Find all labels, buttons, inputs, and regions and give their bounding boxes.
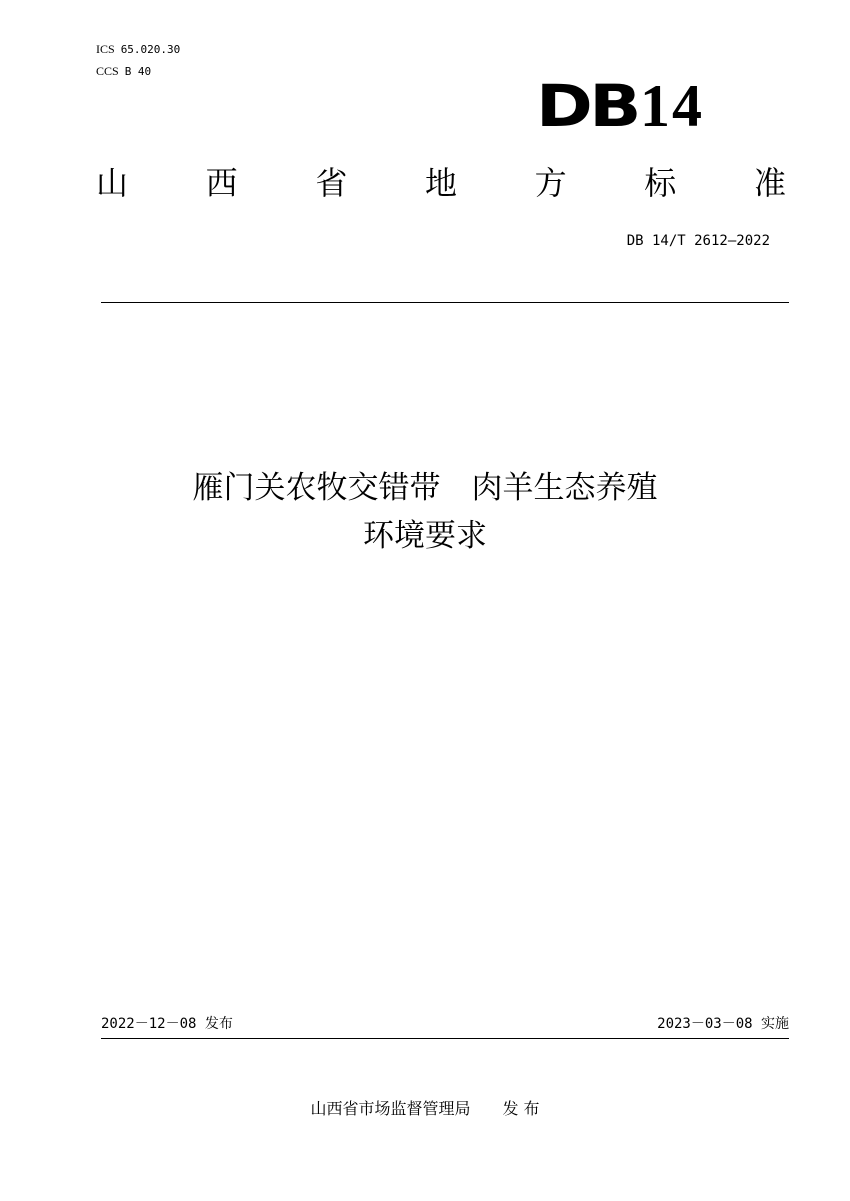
document-title-line-2: 环境要求 <box>363 518 487 554</box>
standard-type-char: 方 <box>534 164 567 202</box>
bottom-divider <box>101 1038 789 1039</box>
ics-code: 65.020.30 <box>120 43 181 56</box>
ics-classification <box>96 42 180 57</box>
standard-type-char: 西 <box>205 164 238 202</box>
document-title-line-1: 雁门关农牧交错带 肉羊生态养殖 <box>192 470 658 506</box>
standard-type-char: 省 <box>315 164 348 202</box>
standard-type-char: 山 <box>96 164 129 202</box>
standard-type-heading <box>96 160 786 206</box>
issue-date: 2022－12－08 发布 <box>101 1016 233 1032</box>
logo-number: 14 <box>640 73 704 139</box>
standard-number: DB 14/T 2612—2022 <box>626 233 770 249</box>
standard-type-char: 标 <box>644 164 677 202</box>
top-divider <box>101 302 789 303</box>
effective-date: 2023－03－08 实施 <box>657 1016 789 1032</box>
logo-letters: DB <box>536 72 638 140</box>
ccs-code: B 40 <box>124 65 152 78</box>
db14-logo <box>536 72 704 140</box>
ics-label: ICS <box>96 42 115 56</box>
ccs-classification <box>96 64 151 79</box>
publisher: 山西省市场监督管理局 发 布 <box>310 1099 540 1118</box>
ccs-label: CCS <box>96 64 119 78</box>
standard-type-char: 地 <box>424 164 457 202</box>
standard-type-char: 准 <box>753 164 786 202</box>
